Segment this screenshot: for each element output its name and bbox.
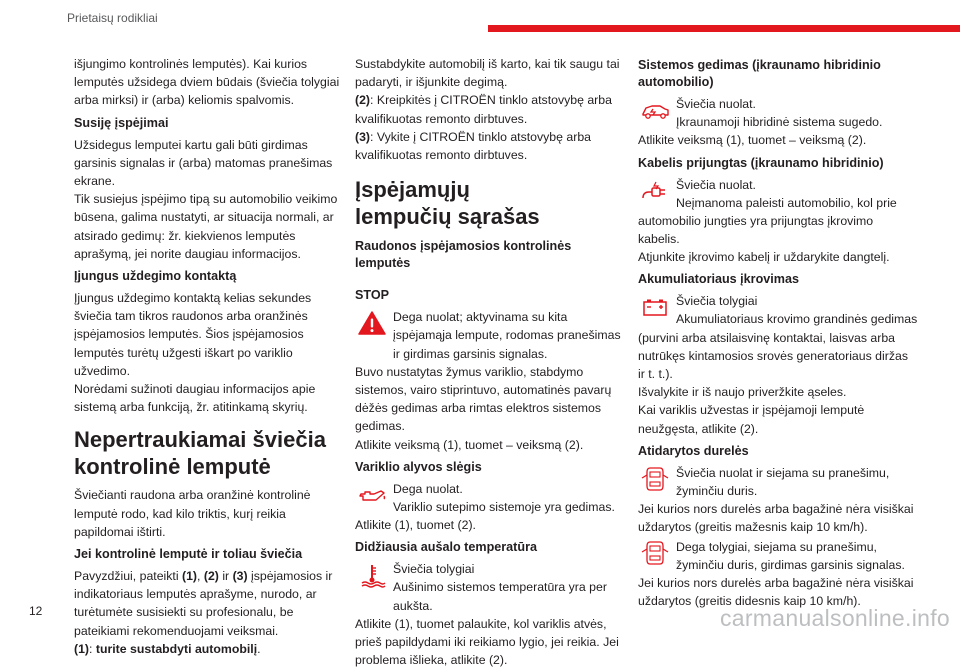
paragraph-action-2 (355, 91, 625, 127)
icon-text: Dega nuolat; aktyvinama su kita įspėjamąja lempute, rodomas pranešimas ir girdimas garsinis signalas. (393, 310, 621, 361)
door2-row (638, 538, 918, 574)
text: įspėjamosios ir indikatoriaus lemputės aprašyme, nurodo, ar turėtumėte susisiekti su profesionalu, be pateikiami rekomenduojami veiksmai. (74, 569, 333, 638)
icon-text: Šviečia tolygiai (676, 294, 758, 309)
column-left (74, 55, 344, 658)
hybrid-row (638, 95, 918, 131)
action-ref: (3) (355, 129, 371, 144)
paragraph: Norėdami sužinoti daugiau informacijos apie sistemą arba funkciją, žr. atitinkamą skyrių. (74, 382, 316, 415)
paragraph: Kai variklis užvestas ir įspėjamoji lemputė neužgęsta, atlikite (2). (638, 403, 865, 436)
paragraph: Jei kurios nors durelės arba bagažinė nėra visiškai uždarytos (greitis didesnis kaip 10 km/h). (638, 576, 914, 609)
heading-warning-lights-list: Įspėjamųjų lempučių sąrašas (355, 177, 540, 230)
header-accent-bar (488, 25, 960, 32)
text: Pavyzdžiui, pateikti (74, 569, 182, 584)
paragraph: Jei kurios nors durelės arba bagažinė nėra visiškai uždarytos (greitis mažesnis kaip 10 km/h). (638, 502, 914, 535)
oil-row (355, 480, 625, 516)
subheading-red-warning-lights: Raudonos įspėjamosios kontrolinės lemputės (355, 239, 572, 271)
header-title: Prietaisų rodikliai (67, 11, 158, 25)
paragraph: Neįmanoma paleisti automobilio, kol prie automobilio jungties yra prijungtas įkrovimo kabelis. (638, 195, 897, 247)
text: : Vykite į CITROËN tinklo atstovybę arba kvalifikuotas remonto dirbtuves. (355, 129, 591, 163)
subheading-open-doors: Atidarytos durelės (638, 443, 749, 458)
heading-steady-light: Nepertraukiamai šviečia kontrolinė lemputė (74, 427, 326, 480)
coolant-temperature-icon (355, 560, 389, 590)
text: . (257, 641, 261, 656)
icon-text-block (676, 176, 918, 194)
paragraph: Šviečianti raudona arba oranžinė kontrolinė lemputė rodo, kad kilo triktis, kurį reikia papildomai ištirti. (74, 488, 311, 539)
charging-cable-icon (638, 176, 672, 206)
subheading-oil-pressure: Variklio alyvos slėgis (355, 459, 482, 474)
paragraph: Sustabdykite automobilį iš karto, kai tik saugu tai padaryti, ir išjunkite degimą. (355, 57, 620, 90)
door1-row (638, 464, 918, 500)
column-right (638, 55, 918, 610)
text: : Kreipkitės į CITROËN tinklo atstovybę arba kvalifikuotas remonto dirbtuves. (355, 93, 612, 126)
action-ref: (1) (182, 569, 198, 584)
paragraph: Išvalykite ir iš naujo priveržkite ąseles. (638, 385, 847, 400)
icon-text: Šviečia nuolat. (676, 177, 756, 192)
paragraph-action-1 (74, 640, 344, 658)
icon-text: Dega nuolat. (393, 481, 463, 496)
paragraph: Atjunkite įkrovimo kabelį ir uždarykite dangtelį. (638, 250, 890, 265)
icon-text-block (676, 292, 918, 310)
stop-row (355, 308, 625, 363)
action-text: turite sustabdyti automobilį (95, 641, 258, 656)
page-number: 12 (29, 604, 43, 618)
icon-text: Šviečia nuolat ir siejama su pranešimu, žyminčiu duris. (676, 465, 890, 499)
paragraph-actions (74, 567, 344, 640)
paragraph: Buvo nustatytas žymus variklio, stabdymo sistemos, vairo stiprintuvo, automatinės pavarų dėžės gedimas arba rimtas elektros sistemos gedimas. (355, 364, 612, 434)
icon-text-block (393, 480, 625, 516)
watermark: carmanualsonline.info (719, 605, 950, 631)
paragraph-action-3 (355, 128, 625, 164)
warning-triangle-icon (355, 308, 389, 338)
icon-text: Šviečia tolygiai (393, 562, 475, 577)
icon-text-block (676, 95, 918, 131)
paragraph: Atlikite (1), tuomet (2). (355, 518, 476, 533)
icon-text-block (393, 560, 625, 578)
text: , (197, 569, 204, 584)
open-door-icon (638, 538, 672, 568)
subheading-light-stays-on: Jei kontrolinė lemputė ir toliau šviečia (74, 547, 303, 562)
paragraph: Įjungus uždegimo kontaktą kelias sekundes šviečia tam tikros raudonos arba oranžinės įspėjamosios lemputės. Šios įspėjamosios lemputės turėtų užgesti iškart po variklio užvedimo. (74, 291, 312, 378)
paragraph: Tik susiejus įspėjimo tipą su automobilio veikimo būsena, galima nustatyti, ar situacija normali, ar atsirado gedimų: žr. kiekvienos lemputės aprašymą, jei norite daugiau informacijos. (74, 192, 338, 261)
action-ref: (2) (203, 569, 219, 584)
icon-text: Įkraunamoji hibridinė sistema sugedo. (676, 115, 883, 130)
column-middle (355, 55, 625, 669)
icon-text: Šviečia nuolat. (676, 97, 756, 111)
paragraph: Atlikite veiksmą (1), tuomet – veiksmą (2). (355, 437, 584, 452)
icon-text: Dega tolygiai, siejama su pranešimu, žyminčiu duris, girdimas garsinis signalas. (676, 539, 905, 572)
action-ref: (2) (355, 93, 371, 108)
paragraph: Akumuliatoriaus krovimo grandinės gedimas (purvini arba atsilaisvinę kontaktai, laisvas arba nutrūkęs kintamosios srovės generatoriaus diržas ir t. t.). (638, 312, 918, 382)
subheading-related-warnings: Susiję įspėjimai (74, 115, 169, 130)
text: : (89, 641, 96, 656)
paragraph: Užsidegus lemputei kartu gali būti girdimas garsinis signalas ir (arba) matomas pranešimas ekrane. (74, 137, 333, 189)
open-door-icon (638, 464, 672, 494)
paragraph: Atlikite veiksmą (1), tuomet – veiksmą (2). (638, 133, 867, 148)
subheading-coolant-temperature: Didžiausia aušalo temperatūra (355, 540, 537, 555)
battery-icon (638, 292, 672, 322)
hybrid-fault-icon (638, 95, 672, 125)
action-ref: (1) (74, 641, 90, 656)
subheading-hybrid-system-fault: Sistemos gedimas (įkraunamo hibridinio automobilio) (638, 58, 881, 89)
icon-text: Variklio sutepimo sistemoje yra gedimas. (393, 500, 615, 515)
subheading-ignition-on: Įjungus uždegimo kontaktą (74, 269, 237, 284)
paragraph: Atlikite (1), tuomet palaukite, kol variklis atvės, prieš papildydami iki reikiamo lygio, jei reikia. Jei problema išlieka, atlikite (2). (355, 616, 619, 668)
subheading-stop: STOP (355, 288, 390, 303)
action-ref: (3) (232, 569, 248, 584)
oil-can-icon (355, 480, 389, 510)
paragraph: išjungimo kontrolinės lemputės). Kai kurios lemputės užsidega dviem būdais (šviečia tolygiai arba mirksi) ir (arba) keliomis spalvomis. (74, 57, 340, 108)
text: ir (218, 569, 233, 584)
subheading-cable-connected: Kabelis prijungtas (įkraunamo hibridinio) (638, 155, 884, 170)
paragraph: Aušinimo sistemos temperatūra yra per aukšta. (393, 580, 607, 613)
subheading-battery-charging: Akumuliatoriaus įkrovimas (638, 272, 799, 287)
